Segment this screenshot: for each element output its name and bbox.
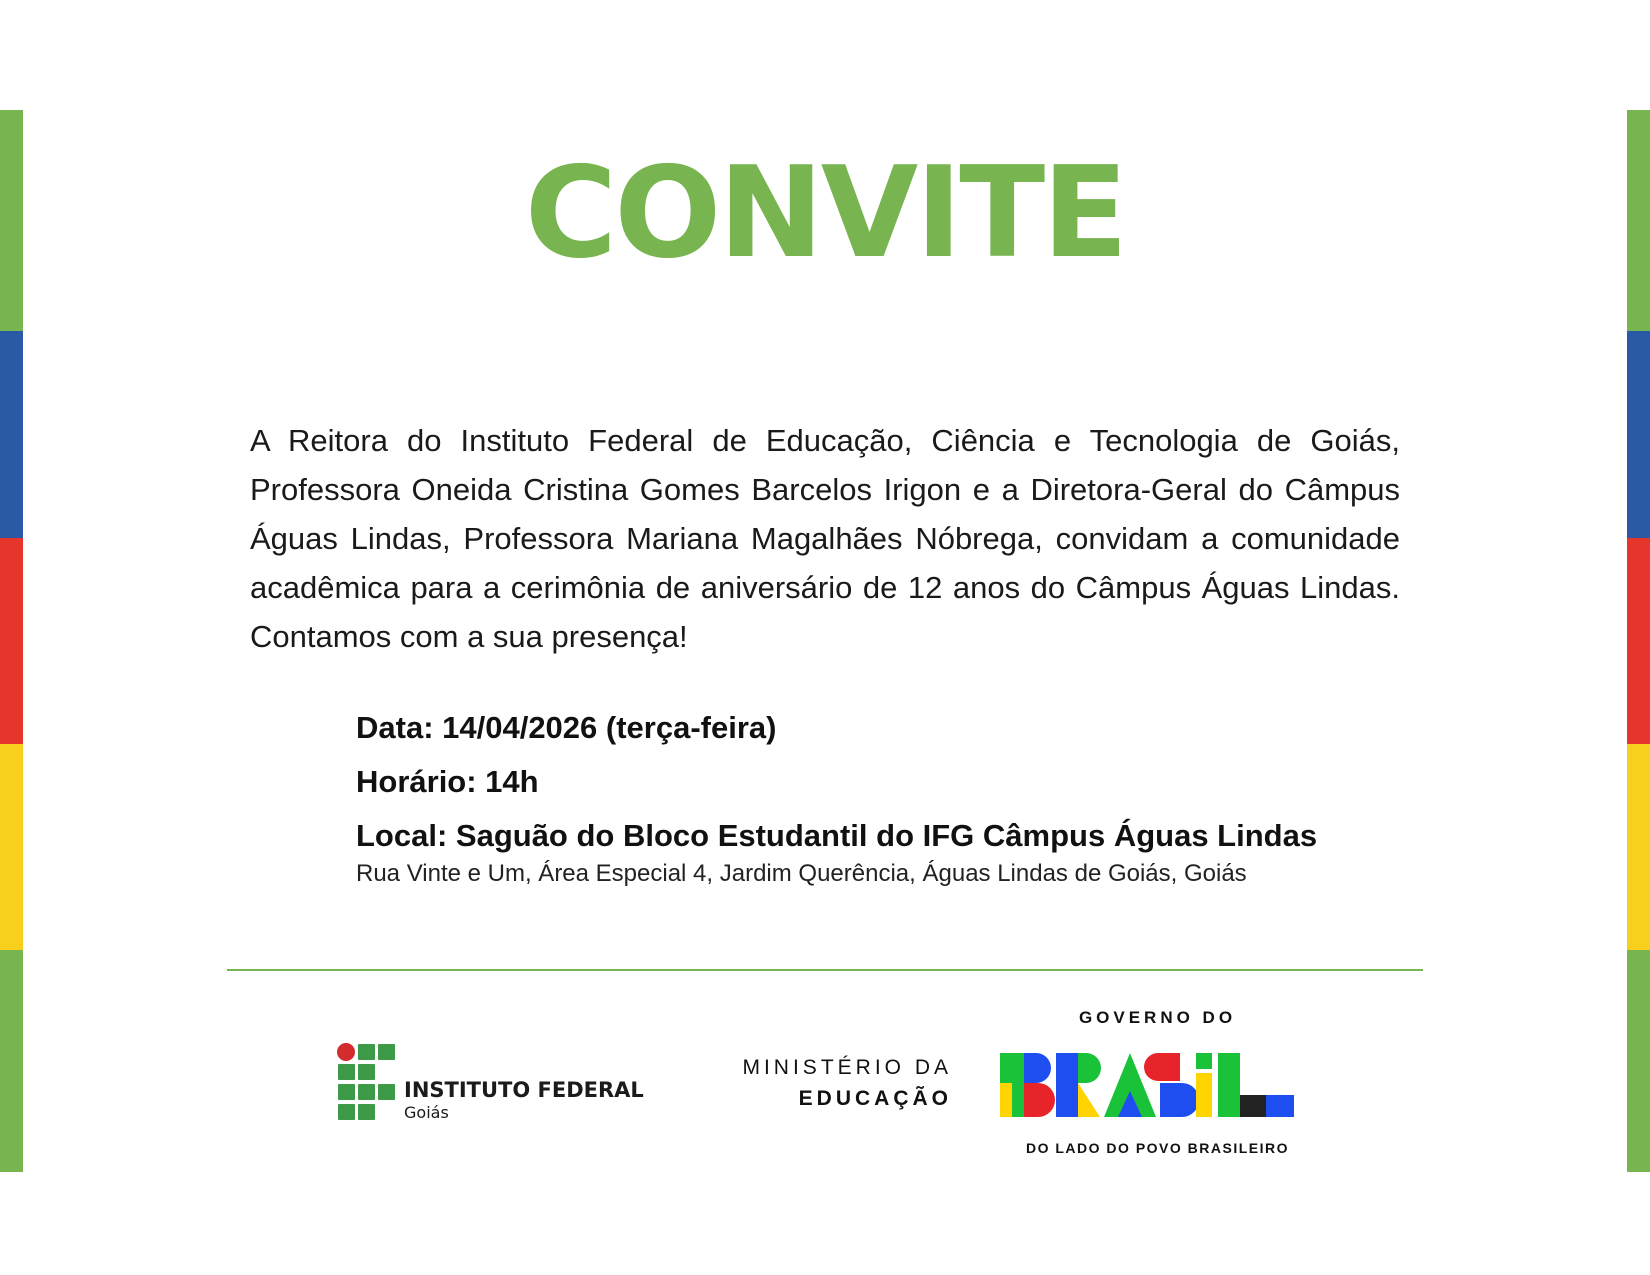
event-time: Horário: 14h — [356, 764, 539, 799]
governo-logo-tagline: DO LADO DO POVO BRASILEIRO — [1025, 1140, 1289, 1156]
ifg-logo-subtitle: Goiás — [404, 1103, 449, 1122]
brasil-wordmark-graphic — [1000, 1043, 1315, 1128]
mec-logo-line1: MINISTÉRIO DA — [742, 1056, 952, 1079]
event-address: Rua Vinte e Um, Área Especial 4, Jardim Querência, Águas Lindas de Goiás, Goiás — [356, 860, 1247, 887]
governo-logo-top-text: GOVERNO DO — [1078, 1008, 1237, 1027]
event-date: Data: 14/04/2026 (terça-feira) — [356, 710, 777, 745]
footer-divider — [227, 969, 1423, 971]
invitation-title: CONVITE — [524, 139, 1126, 286]
event-details — [356, 710, 1456, 913]
governo-brasil-logo — [1000, 1008, 1315, 1158]
ifg-logo-name: INSTITUTO FEDERAL — [404, 1078, 644, 1102]
invitation-body: A Reitora do Instituto Federal de Educação, Ciência e Tecnologia de Goiás, Professora Oneida Cristina Gomes Barcelos Irigon e a Diretora-Geral do Câmpus Águas Lindas, Professora Mariana Magalhães Nóbrega, convidam a comunidade acadêmica para a cerimônia de aniversário de 12 anos do Câmpus Águas Lindas. Contamos com a sua presença! — [250, 423, 1400, 654]
ifg-logo-red-dot — [337, 1043, 355, 1061]
mec-logo — [680, 1055, 952, 1113]
mec-logo-line2: EDUCAÇÃO — [798, 1087, 952, 1110]
event-location: Local: Saguão do Bloco Estudantil do IFG Câmpus Águas Lindas — [356, 818, 1318, 853]
ifg-logo — [337, 1043, 644, 1123]
